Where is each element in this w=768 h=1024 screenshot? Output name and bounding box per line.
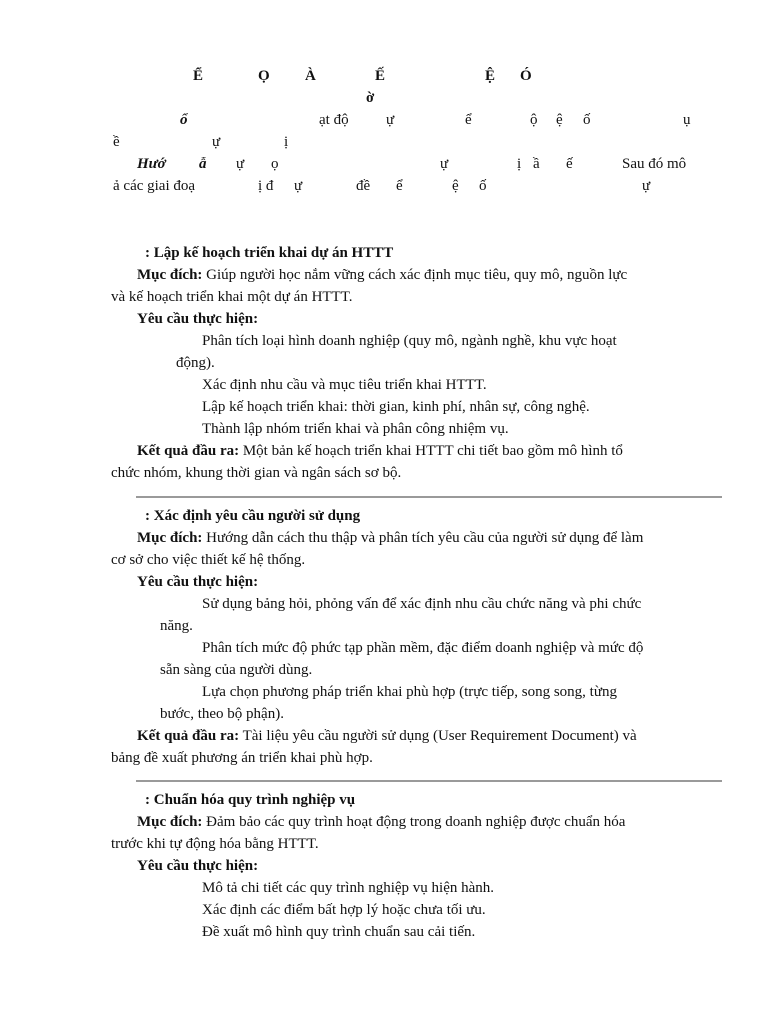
list-item: Xác định nhu cầu và mục tiêu triển khai HTTT. [202,377,487,393]
header-glyph: ự [642,178,651,194]
header-glyph: ố [583,112,591,128]
list-item: Mô tả chi tiết các quy trình nghiệp vụ hiện hành. [202,880,495,896]
list-item: Xác định các điểm bất hợp lý hoặc chưa tối ưu. [202,902,486,918]
section-divider [136,780,722,782]
header-fragment: Hướ [137,156,166,172]
header-glyph: ổ [180,112,188,128]
header-glyph: ự [294,178,303,194]
section-divider [136,496,722,498]
header-fragment: ị đ [258,178,274,194]
requirements-label: Yêu cầu thực hiện: [137,858,259,874]
header-glyph: ọ [271,156,279,172]
header-glyph: ự [440,156,449,172]
header-glyph: ị [517,156,522,172]
header-glyph: ờ [366,90,375,106]
requirements-label: Yêu cầu thực hiện: [137,574,259,590]
header-glyph: À [305,68,316,84]
header-glyph: Ó [520,68,532,84]
result-label: Kết quả đầu ra: [137,443,240,459]
list-item: sẵn sàng của người dùng. [160,662,313,678]
header-glyph: ự [212,134,221,150]
list-item: động). [176,355,215,371]
result-text: chức nhóm, khung thời gian và ngân sách sơ bộ. [111,465,402,481]
header-glyph: ể [465,112,472,128]
requirements-label: Yêu cầu thực hiện: [137,311,259,327]
section-title: : Chuẩn hóa quy trình nghiệp vụ [145,792,356,808]
header-glyph: ế [566,156,573,172]
section-title: : Lập kế hoạch triển khai dự án HTTT [145,245,394,261]
purpose-text: Đảm bảo các quy trình hoạt động trong doanh nghiệp được chuẩn hóa [206,814,626,830]
result-text: Một bản kế hoạch triển khai HTTT chi tiết bao gồm mô hình tổ [242,443,623,459]
list-item: bước, theo bộ phận). [160,706,284,722]
purpose-text: Giúp người học nắm vững cách xác định mục tiêu, quy mô, nguồn lực [206,267,628,283]
list-item: Lựa chọn phương pháp triển khai phù hợp (trực tiếp, song song, từng [202,684,617,700]
purpose-text: trước khi tự động hóa bằng HTTT. [111,836,319,852]
header-glyph: Ế [375,68,386,84]
result-text: Tài liệu yêu cầu người sử dụng (User Requirement Document) và [242,728,637,744]
purpose-label: Mục đích: [137,267,203,283]
purpose-label: Mục đích: [137,814,203,830]
header-glyph: ự [236,156,245,172]
result-text: bảng đề xuất phương án triển khai phù hợp. [111,750,373,766]
list-item: Phân tích mức độ phức tạp phần mềm, đặc điểm doanh nghiệp và mức độ [202,640,644,656]
list-item: Thành lập nhóm triển khai và phân công nhiệm vụ. [202,421,509,437]
result-label: Kết quả đầu ra: [137,728,240,744]
header-glyph: ề [113,134,120,150]
header-glyph: ệ [556,112,563,128]
header-glyph: ố [479,178,487,194]
header-glyph: ẫ [199,156,207,172]
list-item: Phân tích loại hình doanh nghiệp (quy mô, ngành nghề, khu vực hoạt [202,333,617,349]
header-glyph: ụ [683,112,691,128]
purpose-text: cơ sở cho việc thiết kế hệ thống. [111,552,306,568]
list-item: Đề xuất mô hình quy trình chuẩn sau cải tiến. [202,924,476,940]
header-glyph: ự [386,112,395,128]
header-fragment: ả các giai đoạ [113,178,196,194]
list-item: Lập kế hoạch triển khai: thời gian, kinh phí, nhân sự, công nghệ. [202,399,590,415]
header-glyph: ầ [533,156,540,172]
header-glyph: Ệ [485,68,496,84]
header-glyph: ộ [530,112,538,128]
header-fragment: ạt độ [319,112,349,128]
purpose-text: Hướng dẫn cách thu thập và phân tích yêu cầu của người sử dụng để làm [206,530,644,546]
header-glyph: ể [396,178,403,194]
header-fragment: Sau đó mô [622,156,687,172]
header-glyph: Ọ [258,68,270,84]
header-glyph: ệ [452,178,459,194]
list-item: Sử dụng bảng hỏi, phỏng vấn để xác định nhu cầu chức năng và phi chức [202,596,642,612]
purpose-label: Mục đích: [137,530,203,546]
header-glyph: đề [356,178,371,194]
header-glyph: ị [284,134,289,150]
header-glyph: Ể [193,68,204,84]
list-item: năng. [160,618,193,634]
purpose-text: và kế hoạch triển khai một dự án HTTT. [111,289,353,305]
section-title: : Xác định yêu cầu người sử dụng [145,508,361,524]
